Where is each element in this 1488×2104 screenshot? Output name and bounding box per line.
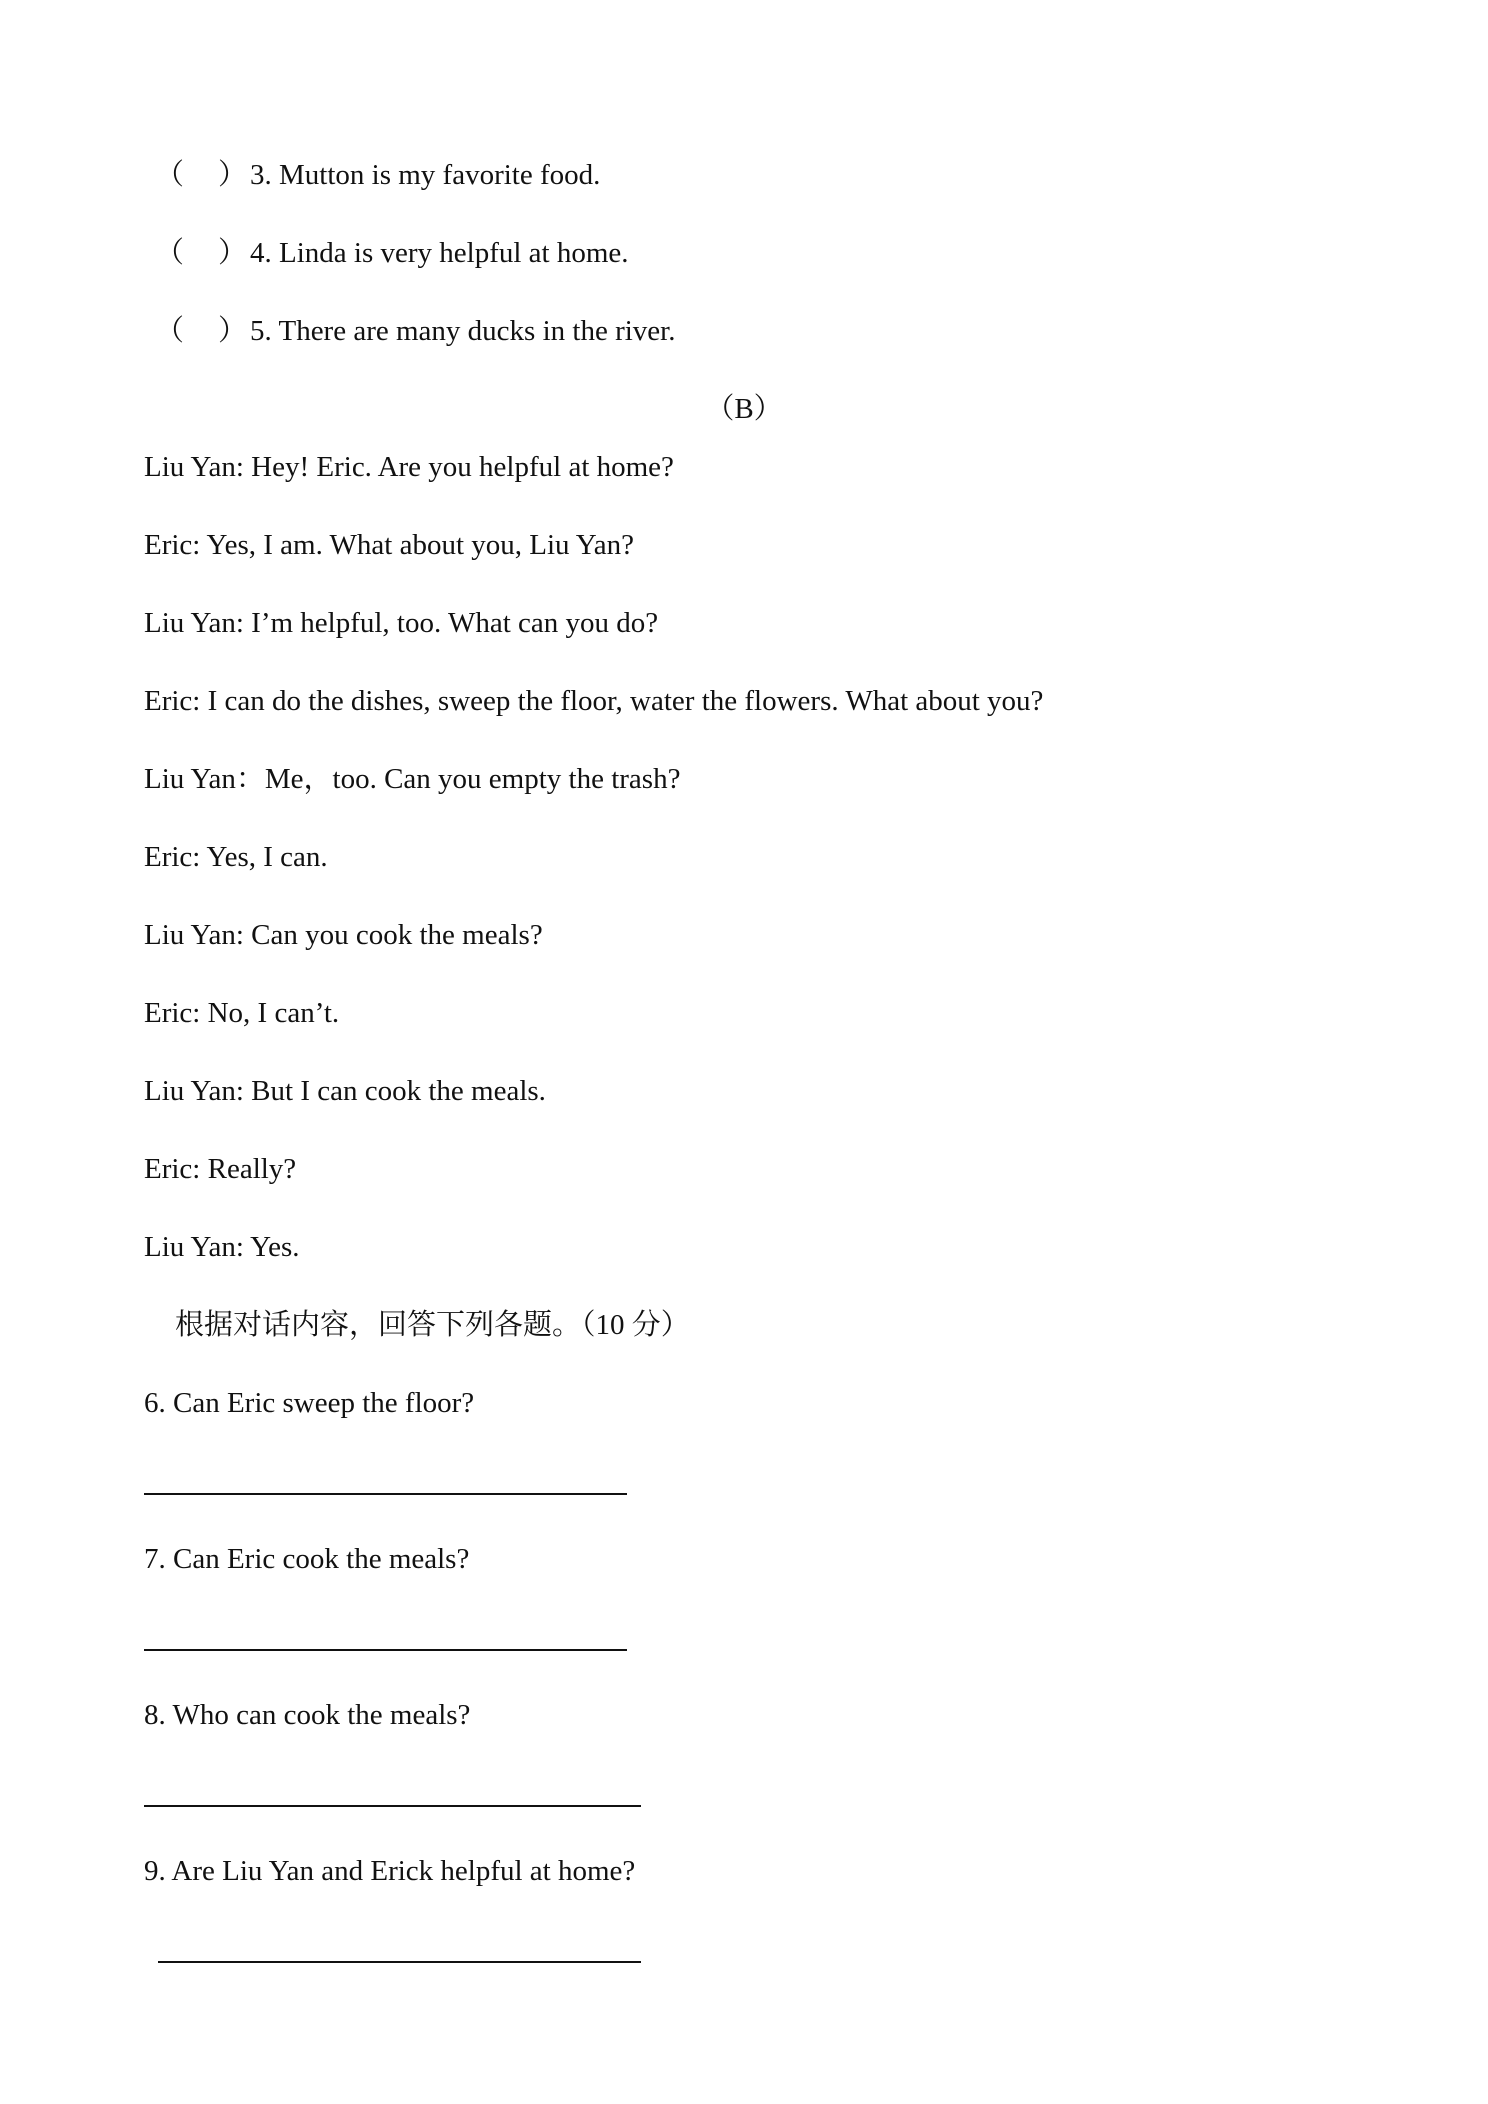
tf-paren-open: （ [155, 237, 185, 269]
dialogue-line: Eric: No, I can’t. [144, 997, 340, 1029]
tf-item-text: 4. Linda is very helpful at home. [250, 237, 629, 269]
dialogue-line: Eric: Yes, I am. What about you, Liu Yan? [144, 529, 634, 561]
answer-line-8[interactable] [144, 1805, 641, 1807]
dialogue-line: Liu Yan: But I can cook the meals. [144, 1075, 546, 1107]
question-7: 7. Can Eric cook the meals? [144, 1543, 470, 1575]
tf-paren-close: ） [218, 159, 248, 191]
answer-line-9[interactable] [158, 1961, 641, 1963]
tf-item-4 [155, 235, 629, 271]
tf-paren-close: ） [218, 315, 248, 347]
dialogue-line: Liu Yan: I’m helpful, too. What can you do? [144, 607, 659, 639]
question-8: 8. Who can cook the meals? [144, 1699, 471, 1731]
tf-item-5 [155, 313, 675, 349]
dialogue-line: Liu Yan: Yes. [144, 1231, 300, 1263]
tf-paren-open: （ [155, 159, 185, 191]
dialogue-line: Eric: I can do the dishes, sweep the floor, water the flowers. What about you? [144, 685, 1044, 717]
tf-paren-close: ） [218, 237, 248, 269]
answer-line-6[interactable] [144, 1493, 627, 1495]
dialogue-line: Liu Yan: Can you cook the meals? [144, 919, 543, 951]
question-9: 9. Are Liu Yan and Erick helpful at home? [144, 1855, 636, 1887]
dialogue-line: Eric: Yes, I can. [144, 841, 328, 873]
tf-item-text: 5. There are many ducks in the river. [250, 315, 676, 347]
dialogue-line: Eric: Really? [144, 1153, 297, 1185]
tf-item-3 [155, 157, 600, 193]
instruction-text: 根据对话内容，回答下列各题。（10 分） [175, 1309, 690, 1341]
question-6: 6. Can Eric sweep the floor? [144, 1387, 475, 1419]
section-b-heading: （B） [705, 393, 783, 425]
tf-paren-open: （ [155, 315, 185, 347]
dialogue-line: Liu Yan：Me，too. Can you empty the trash? [144, 763, 681, 795]
dialogue-line: Liu Yan: Hey! Eric. Are you helpful at home? [144, 451, 674, 483]
answer-line-7[interactable] [144, 1649, 627, 1651]
tf-item-text: 3. Mutton is my favorite food. [250, 159, 601, 191]
